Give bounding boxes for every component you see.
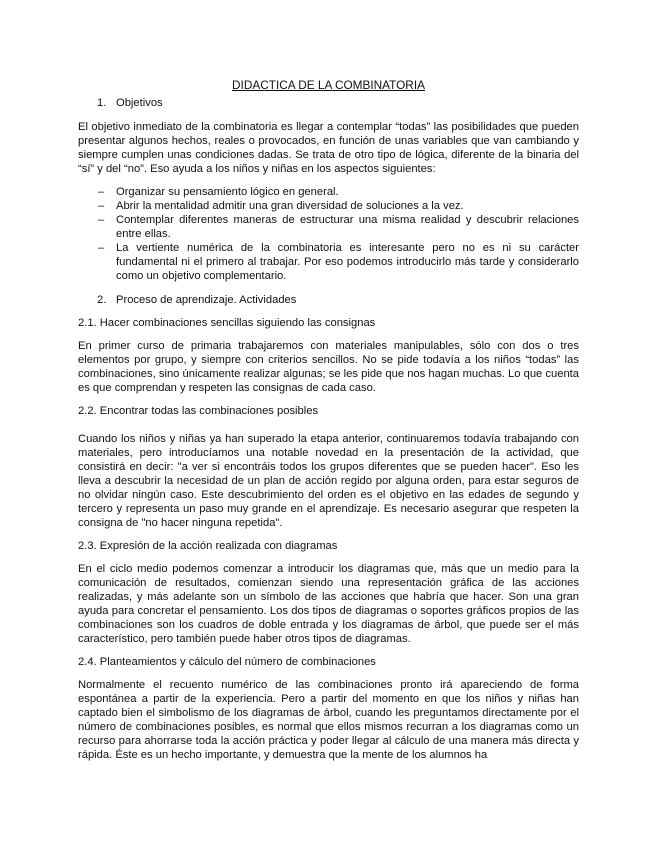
dash-bullet: –	[98, 200, 105, 212]
objetivos-intro-paragraph: El objetivo inmediato de la combinatoria es llegar a contemplar “todas” las posibilidades que pueden presentar algunos hechos, reales o provocados, en función de unas variables que van cambiando y siempre cumplen unas condiciones dadas. Se trata de otro tipo de lógica, diferente de la binaria del “sí” y del “no”. Eso ayuda a los niños y niñas en los aspectos siguientes:	[78, 121, 579, 175]
section-heading-proceso	[97, 293, 579, 307]
list-item-text: Organizar su pensamiento lógico en general.	[116, 186, 339, 198]
dash-bullet: –	[98, 186, 105, 198]
subsection-heading-2-4: 2.4. Planteamientos y cálculo del número de combinaciones	[78, 656, 376, 668]
list-item	[78, 241, 579, 283]
list-item-text: Abrir la mentalidad admitir una gran diversidad de soluciones a la vez.	[116, 200, 464, 212]
list-item	[78, 199, 579, 213]
dash-bullet: –	[98, 214, 105, 226]
subsection-paragraph-2-4: Normalmente el recuento numérico de las combinaciones pronto irá apareciendo de forma espontánea a partir de la experiencia. Pero a partir del momento en que los niños y niñas han captado bien el simbolismo de los diagramas de árbol, cuando les preguntamos directamente por el número de combinaciones posibles, es normal que ellos mismos recurran a los diagramas como un recurso para ahorrarse toda la acción práctica y poder llegar al cálculo de una manera más directa y rápida. Éste es un hecho importante, y demuestra que la mente de los alumnos ha	[78, 679, 579, 761]
section-heading-objetivos	[97, 96, 579, 110]
subsection-paragraph-2-2: Cuando los niños y niñas ya han superado la etapa anterior, continuaremos todavía trabajando con materiales, pero introducíamos una notable novedad en la presentación de la actividad, que consistirá en decir: "a ver si encontráis todos los grupos diferentes que se pueden hacer". Eso les lleva a descubrir la necesidad de un plan de acción regido por alguna orden, para estar seguros de no olvidar ningún caso. Este descubrimiento del orden es el objetivo en las edades de segundo y tercero y representa un paso muy grande en el aprendizaje. Es necesario asegurar que respeten la consigna de "no hacer ninguna repetida".	[78, 433, 579, 529]
subsection-heading-2-1: 2.1. Hacer combinaciones sencillas siguiendo las consignas	[78, 317, 376, 329]
list-item-text: La vertiente numérica de la combinatoria es interesante pero no es ni su carácter fundamental ni el primero al trabajar. Por eso podemos introducirlo más tarde y considerarlo como un objetivo complementario.	[116, 242, 579, 282]
document-title: DIDACTICA DE LA COMBINATORIA	[232, 78, 425, 92]
subsection-heading-2-3: 2.3. Expresión de la acción realizada con diagramas	[78, 540, 338, 552]
objetivos-bullet-list	[78, 185, 579, 283]
list-item	[78, 213, 579, 241]
section-heading-text: Proceso de aprendizaje. Actividades	[116, 294, 297, 306]
document-page	[78, 78, 579, 771]
list-item-text: Contemplar diferentes maneras de estructurar una misma realidad y descubrir relaciones entre ellas.	[116, 214, 579, 240]
subsection-paragraph-2-1: En primer curso de primaria trabajaremos con materiales manipulables, sólo con dos o tres elementos por grupo, y siempre con criterios sencillos. No se pide todavía a los niños “todas” las combinaciones, sino únicamente realizar algunas; se les pide que nos hagan muchas. Lo que cuenta es que comprendan y respeten las consignas de cada caso.	[78, 340, 579, 394]
subsection-heading-2-2: 2.2. Encontrar todas las combinaciones posibles	[78, 405, 319, 417]
section-heading-text: Objetivos	[116, 97, 163, 109]
subsection-paragraph-2-3: En el ciclo medio podemos comenzar a introducir los diagramas que, más que un medio para la comunicación de resultados, comienzan siendo una representación gráfica de las acciones realizadas, y más adelante son un símbolo de las acciones que habría que hacer. Son una gran ayuda para concretar el pensamiento. Los dos tipos de diagramas o soportes gráficos propios de las combinaciones son los cuadros de doble entrada y los diagramas de árbol, que puede ser el más característico, pero también puede haber otros tipos de diagramas.	[78, 563, 579, 645]
dash-bullet: –	[98, 242, 105, 254]
list-item	[78, 185, 579, 199]
section-number: 1.	[97, 97, 107, 109]
section-number: 2.	[97, 294, 107, 306]
